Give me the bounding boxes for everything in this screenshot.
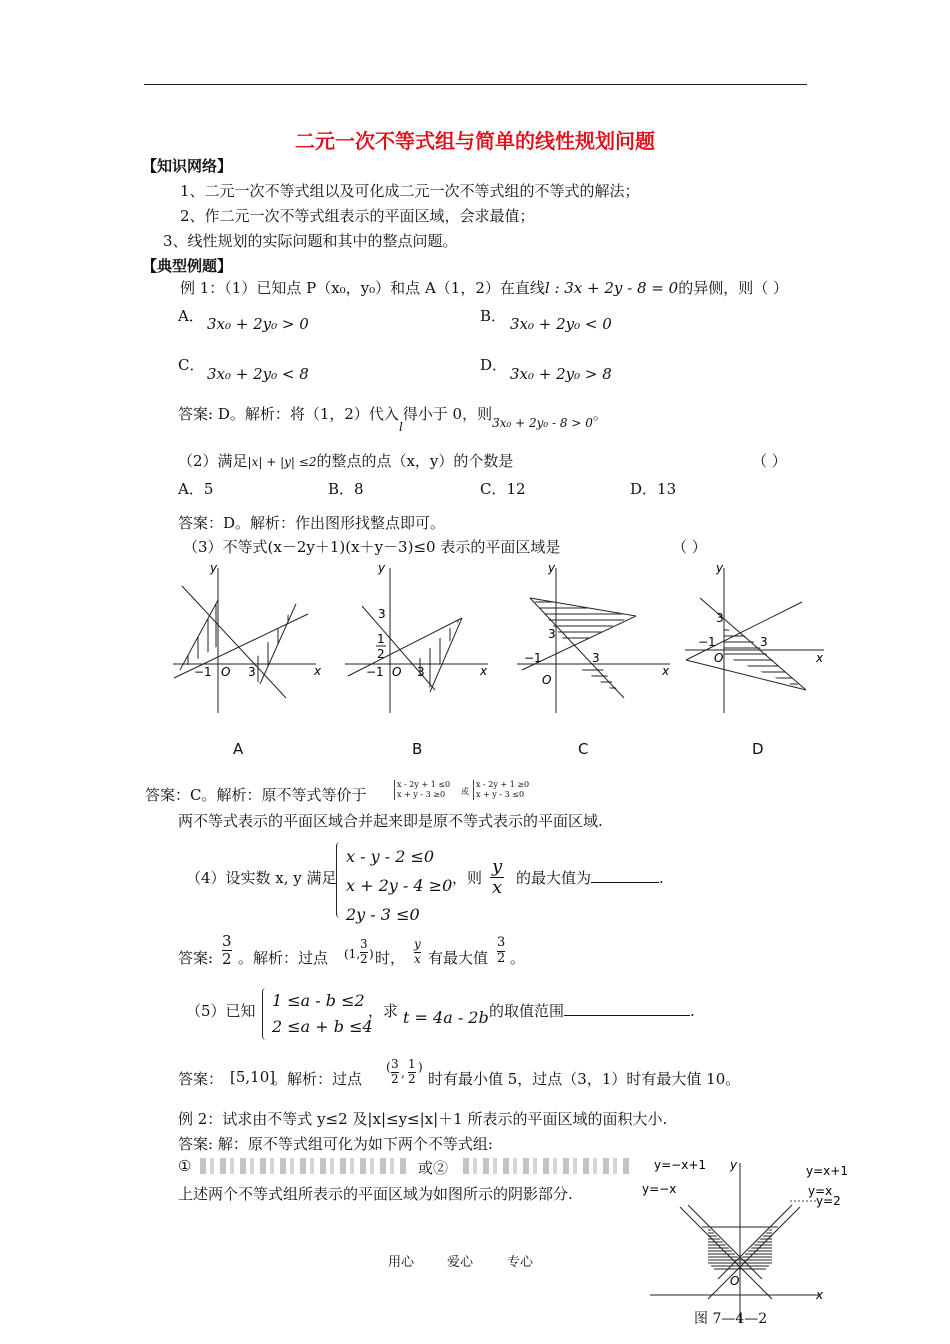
graph-a bbox=[168, 558, 328, 718]
q4-answer-frac bbox=[222, 933, 232, 969]
q5-answer-rest: 时有最小值 5，过点（3，1）时有最大值 10。 bbox=[428, 1070, 741, 1088]
ex1-q1-line-eq: l : 3x + 2y - 8 = 0 bbox=[544, 279, 679, 297]
svg-text:x: x bbox=[816, 651, 824, 665]
q5-expr: t = 4a - 2b bbox=[403, 1008, 489, 1027]
answer-text: 得小于 0，则 bbox=[402, 405, 493, 423]
ex2-note: 上述两个不等式组所表示的平面区域为如图所示的阴影部分. bbox=[178, 1185, 573, 1203]
figure-7-4-2 bbox=[640, 1155, 880, 1325]
tail-text: 的取值范围 bbox=[489, 1002, 565, 1020]
ex1-q5-stem: （5）已知 bbox=[186, 1002, 256, 1020]
svg-text:3: 3 bbox=[592, 651, 600, 665]
ex1-q3-stem: （3）不等式(x－2y＋1)(x＋y－3)≤0 表示的平面区域是 bbox=[183, 538, 561, 556]
frac-num: 3 bbox=[360, 937, 368, 951]
ex1-q3-answer bbox=[145, 784, 366, 805]
ex2-system-1-blurred bbox=[200, 1158, 406, 1174]
ex1-q1-option-d-expr: 3x₀ + 2y₀ > 8 bbox=[510, 365, 612, 383]
svg-text:−1: −1 bbox=[698, 635, 716, 649]
frac-den: 2 bbox=[408, 1071, 416, 1086]
option-label: C． bbox=[178, 356, 205, 374]
svg-text:O: O bbox=[714, 651, 724, 665]
frac-num: 3 bbox=[222, 932, 232, 950]
graph-d-label: D bbox=[752, 740, 764, 758]
ex1-q2-paren: （ ） bbox=[752, 452, 787, 470]
answer-text: 答案: D。解析：将（1，2）代入 bbox=[178, 405, 399, 423]
point-open: (1, bbox=[344, 947, 361, 961]
page-title: 二元一次不等式组与简单的线性规划问题 bbox=[295, 129, 655, 153]
frac-den: 2 bbox=[360, 951, 368, 966]
svg-text:y: y bbox=[716, 561, 724, 575]
period: . bbox=[690, 1002, 695, 1020]
knowledge-heading: 【知识网络】 bbox=[142, 157, 233, 175]
answer-text: 答案：C。解析：原不等式等价于 bbox=[145, 786, 367, 804]
graph-d bbox=[680, 558, 830, 718]
q4-answer-when: 时， bbox=[375, 949, 406, 967]
q5-point-open: ( bbox=[386, 1060, 391, 1074]
frac-num: 1 bbox=[408, 1057, 416, 1071]
tail-text: 的最大值为 bbox=[516, 869, 592, 887]
q4-point bbox=[344, 947, 360, 961]
svg-text:−1: −1 bbox=[366, 665, 384, 679]
frac-num: y bbox=[492, 856, 503, 877]
svg-text:3: 3 bbox=[248, 665, 256, 679]
fig-label-x: y=x bbox=[808, 1184, 833, 1198]
fig-label-x-axis: x bbox=[816, 1288, 824, 1302]
frac-num: y bbox=[414, 937, 421, 951]
fig-label-x-plus-1: y=x+1 bbox=[806, 1164, 848, 1178]
header-rule bbox=[144, 84, 807, 85]
graph-b-label: B bbox=[412, 740, 423, 758]
frac-num: 3 bbox=[497, 935, 506, 950]
svg-text:O: O bbox=[542, 673, 552, 687]
ex1-q2-option-a: A．5 bbox=[178, 480, 214, 498]
frac-den: 2 bbox=[222, 950, 232, 969]
fig-label-neg-x: y=−x bbox=[642, 1182, 677, 1196]
q4-answer-text: 。解析：过点 bbox=[238, 949, 329, 967]
option-label: D． bbox=[480, 356, 508, 374]
q5-point-frac-2 bbox=[408, 1058, 416, 1087]
ex1-q3-note: 两不等式表示的平面区域合并起来即是原不等式表示的平面区域. bbox=[178, 812, 603, 830]
frac-den: 2 bbox=[391, 1071, 399, 1086]
ex1-q1-answer bbox=[178, 403, 608, 434]
ex1-q1-stem bbox=[180, 277, 788, 298]
q5-tail bbox=[489, 1000, 695, 1021]
q4-point-close: ) bbox=[369, 947, 374, 961]
ex1-q1-option-c-expr: 3x₀ + 2y₀ < 8 bbox=[207, 365, 309, 383]
system-line: 2y - 3 ≤0 bbox=[346, 905, 420, 924]
fig-label-y-axis: y bbox=[730, 1158, 738, 1172]
graph-a-label: A bbox=[233, 740, 244, 758]
ex1-q4-stem: （4）设实数 x, y 满足 bbox=[186, 869, 337, 887]
ex1-q2-answer: 答案：D。解析：作出图形找整点即可。 bbox=[178, 514, 446, 532]
ex1-q3-paren: （ ） bbox=[672, 538, 707, 556]
examples-heading: 【典型例题】 bbox=[142, 257, 233, 275]
q5-range: [5,10] bbox=[230, 1068, 276, 1086]
ex1-q1-stem-tail: 的异侧，则（ ） bbox=[678, 279, 788, 297]
q4-tail bbox=[516, 867, 664, 888]
svg-text:−1: −1 bbox=[194, 665, 212, 679]
q5-point-close: ) bbox=[418, 1060, 423, 1074]
svg-text:y: y bbox=[548, 561, 556, 575]
svg-text:2: 2 bbox=[377, 647, 385, 661]
stem-expr: |x| + |y| ≤2 bbox=[247, 455, 317, 469]
stem-text: 的整点的点（x，y）的个数是 bbox=[316, 452, 514, 470]
frac-den: x bbox=[492, 876, 503, 898]
ex2-system-2-blurred bbox=[463, 1158, 633, 1174]
q4-brace bbox=[336, 842, 340, 918]
q3-or: 或 bbox=[461, 787, 469, 796]
graph-c-label: C bbox=[578, 740, 589, 758]
period: . bbox=[659, 869, 664, 887]
svg-text:O: O bbox=[392, 665, 402, 679]
answer-expr: 3x₀ + 2y₀ - 8 > 0 bbox=[492, 416, 593, 430]
ex2-or: 或② bbox=[418, 1159, 449, 1177]
ex2-answer: 答案: 解：原不等式组可化为如下两个不等式组: bbox=[178, 1135, 493, 1153]
svg-text:x: x bbox=[314, 664, 322, 678]
svg-text:3: 3 bbox=[548, 627, 556, 641]
answer-blank[interactable] bbox=[591, 868, 659, 883]
ex1-q1-option-d bbox=[480, 354, 507, 375]
ex1-q1-option-b bbox=[480, 305, 506, 326]
ex1-q1-option-c bbox=[178, 354, 204, 375]
q5-answer-text: 。解析：过点 bbox=[272, 1070, 363, 1088]
q4-answer-end: 。 bbox=[510, 949, 526, 967]
frac-num: 3 bbox=[391, 1057, 399, 1071]
ex1-q1-option-a bbox=[178, 305, 204, 326]
fig-label-origin: O bbox=[730, 1274, 740, 1288]
answer-line-symbol: l bbox=[398, 420, 403, 434]
ex1-q2-option-d: D．13 bbox=[630, 480, 677, 498]
frac-den: x bbox=[414, 951, 421, 966]
system-line: x + y - 3 ≤0 bbox=[476, 790, 525, 799]
figure-caption: 图 7—4—2 bbox=[694, 1311, 768, 1327]
q5-brace bbox=[262, 988, 266, 1040]
q4-answer-label: 答案: bbox=[178, 949, 214, 967]
ex2-stem: 例 2：试求由不等式 y≤2 及|x|≤y≤|x|＋1 所表示的平面区域的面积大小. bbox=[178, 1110, 668, 1128]
graph-c bbox=[512, 558, 672, 718]
q5-answer-label: 答案： bbox=[178, 1070, 224, 1088]
graph-b bbox=[340, 558, 500, 718]
q3-system-1 bbox=[394, 780, 450, 800]
system-line: 1 ≤a - b ≤2 bbox=[272, 991, 365, 1010]
svg-text:O: O bbox=[221, 665, 231, 679]
svg-text:3: 3 bbox=[378, 607, 386, 621]
q4-answer-frac-2 bbox=[497, 936, 505, 967]
system-line: x - 2y + 1 ≥0 bbox=[476, 780, 530, 789]
q4-answer-max: 有最大值 bbox=[428, 949, 489, 967]
svg-text:y: y bbox=[210, 561, 218, 575]
system-line: x - 2y + 1 ≤0 bbox=[397, 780, 451, 789]
frac-den: 2 bbox=[497, 950, 506, 966]
ex1-q1-option-b-expr: 3x₀ + 2y₀ < 0 bbox=[510, 315, 612, 333]
q4-point-frac bbox=[360, 938, 368, 967]
system-line: x + 2y - 4 ≥0 bbox=[346, 876, 453, 895]
q4-system bbox=[346, 842, 452, 929]
ex1-q2-option-c: C．12 bbox=[480, 480, 526, 498]
q5-ask: ，求 bbox=[368, 1002, 399, 1020]
footer-text-1: 用心 bbox=[388, 1255, 415, 1270]
svg-text:3: 3 bbox=[716, 611, 724, 625]
ex1-q1-option-a-expr: 3x₀ + 2y₀ > 0 bbox=[207, 315, 309, 333]
q3-system-2 bbox=[473, 780, 529, 800]
svg-text:−1: −1 bbox=[524, 651, 542, 665]
knowledge-item-1: 1、二元一次不等式组以及可化成二元一次不等式组的不等式的解法； bbox=[180, 182, 640, 200]
ex1-q2-option-b: B．8 bbox=[328, 480, 364, 498]
fig-label-y2: y=2 bbox=[816, 1194, 841, 1208]
svg-text:3: 3 bbox=[417, 665, 425, 679]
system-line: x - y - 2 ≤0 bbox=[346, 847, 435, 866]
ex1-q1-stem-text: 例 1：（1）已知点 P（x₀，y₀）和点 A（1，2）在直线 bbox=[180, 279, 545, 297]
ex1-q2-stem bbox=[178, 450, 513, 471]
answer-end: 。 bbox=[592, 405, 608, 423]
q4-then: ，则 bbox=[452, 869, 483, 887]
system-line: 2 ≤a + b ≤4 bbox=[272, 1017, 373, 1036]
q5-point-comma: , bbox=[401, 1066, 405, 1080]
q5-system bbox=[272, 988, 373, 1040]
svg-text:x: x bbox=[480, 664, 488, 678]
ex2-circle-1: ① bbox=[178, 1157, 192, 1175]
q5-point-frac-1 bbox=[391, 1058, 399, 1087]
answer-blank[interactable] bbox=[564, 1001, 690, 1016]
svg-text:1: 1 bbox=[377, 632, 385, 646]
option-label: A． bbox=[178, 307, 204, 325]
svg-text:x: x bbox=[662, 664, 670, 678]
option-label: B． bbox=[480, 307, 507, 325]
fig-label-neg-x-plus-1: y=−x+1 bbox=[654, 1158, 707, 1172]
svg-text:y: y bbox=[378, 561, 386, 575]
system-line: x + y - 3 ≥0 bbox=[397, 790, 446, 799]
svg-text:3: 3 bbox=[760, 635, 768, 649]
q4-answer-yx bbox=[414, 938, 421, 967]
knowledge-item-2: 2、作二元一次不等式组表示的平面区域，会求最值； bbox=[180, 207, 535, 225]
footer-text-2: 爱心 bbox=[447, 1255, 474, 1270]
footer-text-3: 专心 bbox=[507, 1255, 534, 1270]
knowledge-item-3: 3、线性规划的实际问题和其中的整点问题。 bbox=[163, 232, 458, 250]
q4-fraction bbox=[490, 857, 504, 898]
stem-text: （2）满足 bbox=[178, 452, 248, 470]
